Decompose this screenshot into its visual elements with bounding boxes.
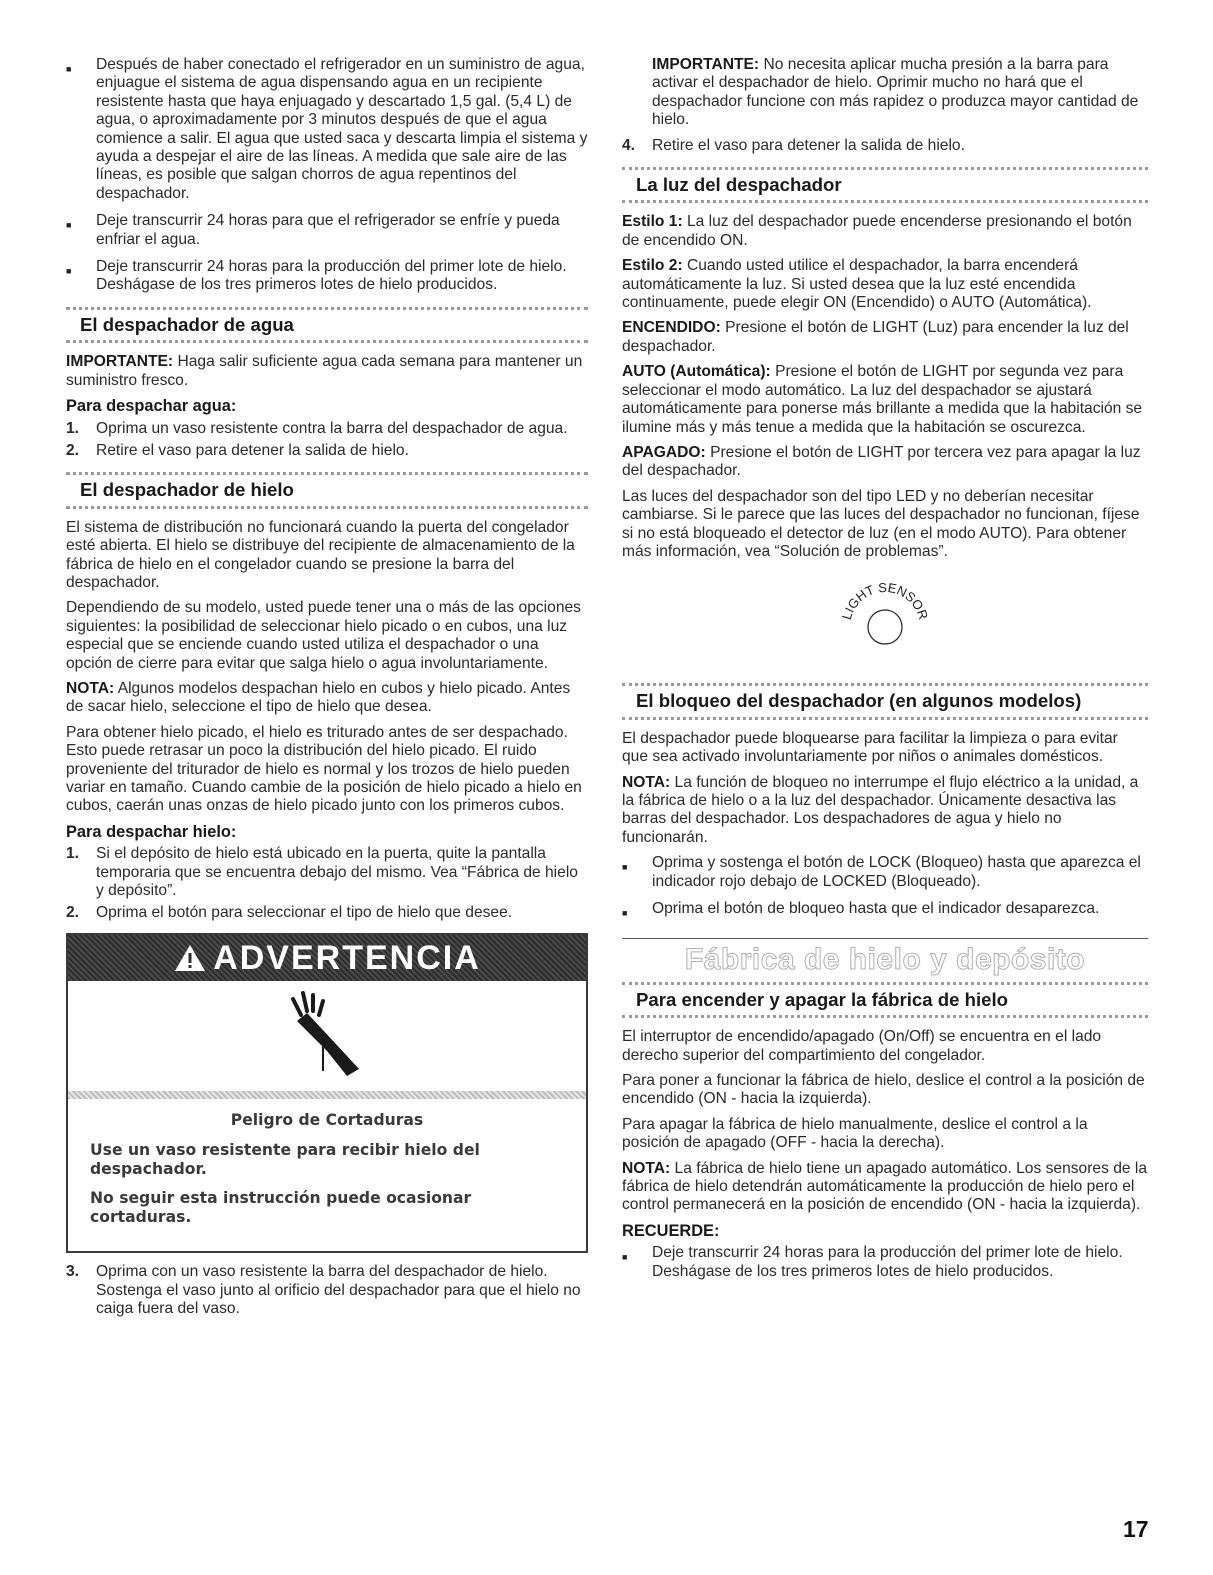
step-item: 2. Oprima el botón para seleccionar el tipo de hielo que desee. <box>66 904 513 922</box>
bullet-square-icon: ■ <box>66 220 72 231</box>
paragraph: Las luces del despachador son del tipo LED y no deberían necesitar cambiarse. Si le parece que las luces del despachador no funcionan, fíjese si no está bloqueado el detector de luz (en el modo AUTO). Para obtener más información, vea “Solución de problemas”. <box>622 487 1140 560</box>
warning-triangle-icon <box>173 943 207 973</box>
page-number: 17 <box>1123 1516 1149 1542</box>
warning-body <box>68 1099 586 1251</box>
warning-box <box>66 933 588 1253</box>
list-item: ■ Oprima el botón de bloqueo hasta que el indicador desaparezca. <box>622 900 1148 922</box>
paragraph: ENCENDIDO: Presione el botón de LIGHT (Luz) para encender la luz del despachador. <box>622 319 1129 355</box>
right-column <box>622 56 1148 1290</box>
paragraph: AUTO (Automática): Presione el botón de LIGHT por segunda vez para seleccionar el modo automático. La luz del despachador se ajustará automáticamente para ponerse más brillante a medida que la habitación se ilumine más y más tenue a medida que la habitación se oscurezca. <box>622 363 1143 436</box>
paragraph: El despachador puede bloquearse para facilitar la limpieza o para evitar que sea activado involuntariamente por niños o animales domésticos. <box>622 729 1118 766</box>
step-item: 4. Retire el vaso para detener la salida de hielo. <box>622 136 965 154</box>
water-important: IMPORTANTE: Haga salir suficiente agua cada semana para mantener un suministro fresco. <box>66 353 583 389</box>
bullet-square-icon: ■ <box>66 266 72 277</box>
section-heading-water: El despachador de agua <box>66 307 588 343</box>
light-sensor-diagram <box>622 575 1148 655</box>
step-item: 1. Oprima un vaso resistente contra la barra del despachador de agua. <box>66 419 568 437</box>
left-column <box>66 56 588 1322</box>
warning-subtitle: Peligro de Cortaduras <box>230 1110 424 1129</box>
paragraph: Para poner a funcionar la fábrica de hielo, deslice el control a la posición de encendido (ON - hacia la izquierda). <box>622 1072 1145 1108</box>
section-heading-ice: El despachador de hielo <box>66 472 588 508</box>
paragraph: APAGADO: Presione el botón de LIGHT por tercera vez para apagar la luz del despachador. <box>622 443 1141 480</box>
cut-hazard-icon <box>287 991 367 1081</box>
paragraph: Estilo 1: La luz del despachador puede encenderse presionando el botón de encendido ON. <box>622 213 1132 249</box>
section-heading-light: La luz del despachador <box>622 167 1148 203</box>
section-title-icemaker: Fábrica de hielo y depósito <box>622 938 1148 969</box>
list-item: ■ Deje transcurrir 24 horas para que el refrigerador se enfríe y pueda enfriar el agua. <box>66 212 560 248</box>
step-item: 3. Oprima con un vaso resistente la barra del despachador de hielo. Sostenga el vaso junto al orificio del despachador para que el hielo no caiga fuera del vaso. <box>66 1263 581 1318</box>
step-item: 2. Retire el vaso para detener la salida de hielo. <box>66 441 409 459</box>
paragraph: Estilo 2: Cuando usted utilice el despachador, la barra encenderá automáticamente la luz. Si usted desea que la luz esté encendida continuamente, puede elegir ON (Encendido) o AUTO (Automática). <box>622 257 1092 312</box>
important-paragraph: IMPORTANTE: No necesita aplicar mucha presión a la barra para activar el despachador de hielo. Oprimir mucho no hará que el despachador funcione con más rapidez o produzca mayor cantidad de hielo. <box>652 56 1139 129</box>
paragraph: El interruptor de encendido/apagado (On/Off) se encuentra en el lado derecho superior del compartimiento del congelador. <box>622 1028 1102 1064</box>
list-item: ■ Oprima y sostenga el botón de LOCK (Bloqueo) hasta que aparezca el indicador rojo debajo de LOCKED (Bloqueado). <box>622 854 1141 890</box>
ice-note: NOTA: Algunos modelos despachan hielo en cubos y hielo picado. Antes de sacar hielo, seleccione el tipo de hielo que desea. <box>66 679 571 716</box>
paragraph: Para obtener hielo picado, el hielo es triturado antes de ser despachado. Esto puede retrasar un poco la distribución del hielo picado. El ruido proveniente del triturador de hielo es normal y los trozos de hielo pueden variar en tamaño. Cuando cambie de la posición de hielo picado a hielo en cubos, caerán unas onzas de hielo picado junto con los primeros cubos. <box>66 723 582 815</box>
svg-text:LIGHT SENSOR: LIGHT SENSOR <box>838 580 932 622</box>
water-subheading: Para despachar agua: <box>66 397 237 416</box>
section-heading-icemaker: Para encender y apagar la fábrica de hielo <box>622 982 1148 1018</box>
bullet-square-icon: ■ <box>622 862 628 873</box>
ice-subheading: Para despachar hielo: <box>66 822 237 841</box>
bullet-square-icon: ■ <box>622 908 628 918</box>
warning-line: No seguir esta instrucción puede ocasionar cortaduras. <box>90 1189 472 1227</box>
warning-icon-area <box>68 981 586 1091</box>
light-sensor-icon <box>830 575 940 655</box>
warning-title: ADVERTENCIA <box>213 938 481 977</box>
paragraph: Dependiendo de su modelo, usted puede tener una o más de las opciones siguientes: la posibilidad de seleccionar hielo picado o en cubos, una luz especial que se enciende cuando usted utiliza el despachador o una opción de cierre para evitar que salga hielo o agua involuntariamente. <box>66 599 581 672</box>
list-item: ■ Deje transcurrir 24 horas para la producción del primer lote de hielo. Deshágase de los tres primeros lotes de hielo producidos. <box>66 258 567 294</box>
warning-stripe <box>68 1091 586 1099</box>
remember-heading: RECUERDE: <box>622 1221 720 1240</box>
bullet-square-icon: ■ <box>622 1252 628 1263</box>
paragraph: Para apagar la fábrica de hielo manualmente, deslice el control a la posición de apagado (OFF - hacia la derecha). <box>622 1115 1088 1152</box>
step-item: 1. Si el depósito de hielo está ubicado en la puerta, quite la pantalla temporaria que se encuentra debajo del mismo. Vea “Fábrica de hielo y depósito”. <box>66 845 578 900</box>
warning-line: Use un vaso resistente para recibir hielo del despachador. <box>90 1141 480 1179</box>
section-heading-lock: El bloqueo del despachador (en algunos modelos) <box>622 683 1148 719</box>
warning-header <box>68 935 586 981</box>
paragraph: NOTA: La fábrica de hielo tiene un apagado automático. Los sensores de la fábrica de hielo detendrán automáticamente la producción de hielo pero el control permanecerá en la posición de encendido (ON - hacia la izquierda). <box>622 1159 1148 1214</box>
bullet-square-icon: ■ <box>66 64 72 74</box>
paragraph: NOTA: La función de bloqueo no interrumpe el flujo eléctrico a la unidad, a la fábrica de hielo o a la luz del despachador. Únicamente desactiva las barras del despachador. Los despachadores de agua y hielo no funcionarán. <box>622 773 1139 846</box>
paragraph: El sistema de distribución no funcionará cuando la puerta del congelador esté abierta. El hielo se distribuye del recipiente de almacenamiento de la fábrica de hielo en el congelador cuando se presione la barra del despachador. <box>66 518 575 591</box>
list-item: ■ Después de haber conectado el refrigerador en un suministro de agua, enjuague el sistema de agua dispensando agua en un recipiente resistente hasta que haya enjuagado y descartado 1,5 gal. (5,4 L) de agua, o aproximadamente por 3 minutos después de que el agua comience a salir. El agua que usted saca y descarta limpia el sistema y ayuda a despejar el aire de las líneas. A medida que sale aire de las líneas, es posible que salgan chorros de agua repentinos del despachador. <box>66 56 588 202</box>
list-item: ■ Deje transcurrir 24 horas para la producción del primer lote de hielo. Deshágase de los tres primeros lotes de hielo producidos. <box>622 1244 1123 1280</box>
